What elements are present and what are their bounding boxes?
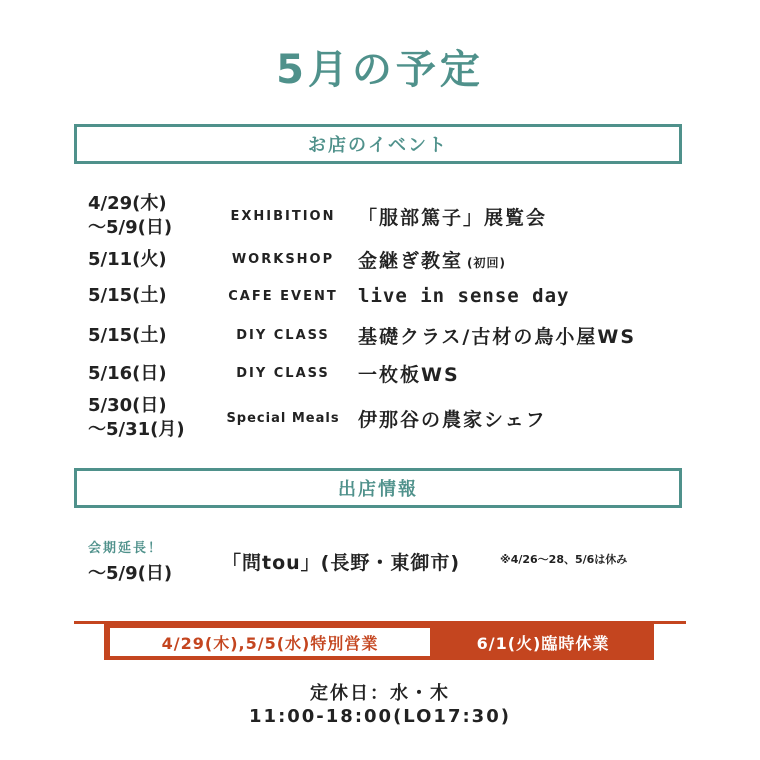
event-category: CAFE EVENT xyxy=(228,288,338,304)
extended-label: 会期延長！ xyxy=(88,541,164,556)
event-title-text: 金継ぎ教室 xyxy=(358,250,464,272)
temporary-closure-notice: 6/1(火)臨時休業 xyxy=(476,633,610,653)
event-row xyxy=(88,246,688,273)
special-hours-notice: 4/29(木),5/5(水)特別営業 xyxy=(110,628,430,656)
event-title: 伊那谷の農家シェフ xyxy=(358,408,547,431)
event-title: 基礎クラス/古材の鳥小屋WS xyxy=(358,326,637,348)
event-row xyxy=(88,394,688,442)
shop-date: ～5/9(日) xyxy=(88,563,173,584)
shop-section-heading: 出店情報 xyxy=(338,479,418,500)
shop-note: ※4/26～28、5/6は休み xyxy=(500,553,628,566)
event-title: 「服部篤子」展覧会 xyxy=(358,206,548,229)
event-row xyxy=(88,322,688,349)
event-category: DIY CLASS xyxy=(236,328,330,343)
event-title xyxy=(358,246,506,273)
event-date: 5/30(日) ～5/31(月) xyxy=(88,395,185,440)
business-hours: 11:00-18:00(LO17:30) xyxy=(249,706,511,727)
shop-section-header xyxy=(74,468,682,508)
event-title: 一枚板WS xyxy=(358,364,460,386)
page-title: 5月の予定 xyxy=(276,47,484,93)
event-category: Special Meals xyxy=(226,410,340,426)
event-title: live in sense day xyxy=(358,285,570,307)
event-category: EXHIBITION xyxy=(230,208,336,224)
events-section-header xyxy=(74,124,682,164)
event-row xyxy=(88,192,688,240)
event-row xyxy=(88,284,688,308)
event-date: 5/16(日) xyxy=(88,362,167,384)
event-category: DIY CLASS xyxy=(236,366,330,381)
event-date: 5/11(火) xyxy=(88,248,167,270)
shop-name: 「問tou」(長野・東御市) xyxy=(222,552,461,574)
closed-days: 定休日：水・木 xyxy=(310,683,450,704)
events-section-heading: お店のイベント xyxy=(308,135,448,156)
event-date: 4/29(木) ～5/9(日) xyxy=(88,193,173,238)
event-note: (初回) xyxy=(467,256,506,270)
event-category: WORKSHOP xyxy=(231,252,335,267)
event-date: 5/15(土) xyxy=(88,324,167,346)
event-row xyxy=(88,360,688,387)
event-date: 5/15(土) xyxy=(88,285,167,306)
